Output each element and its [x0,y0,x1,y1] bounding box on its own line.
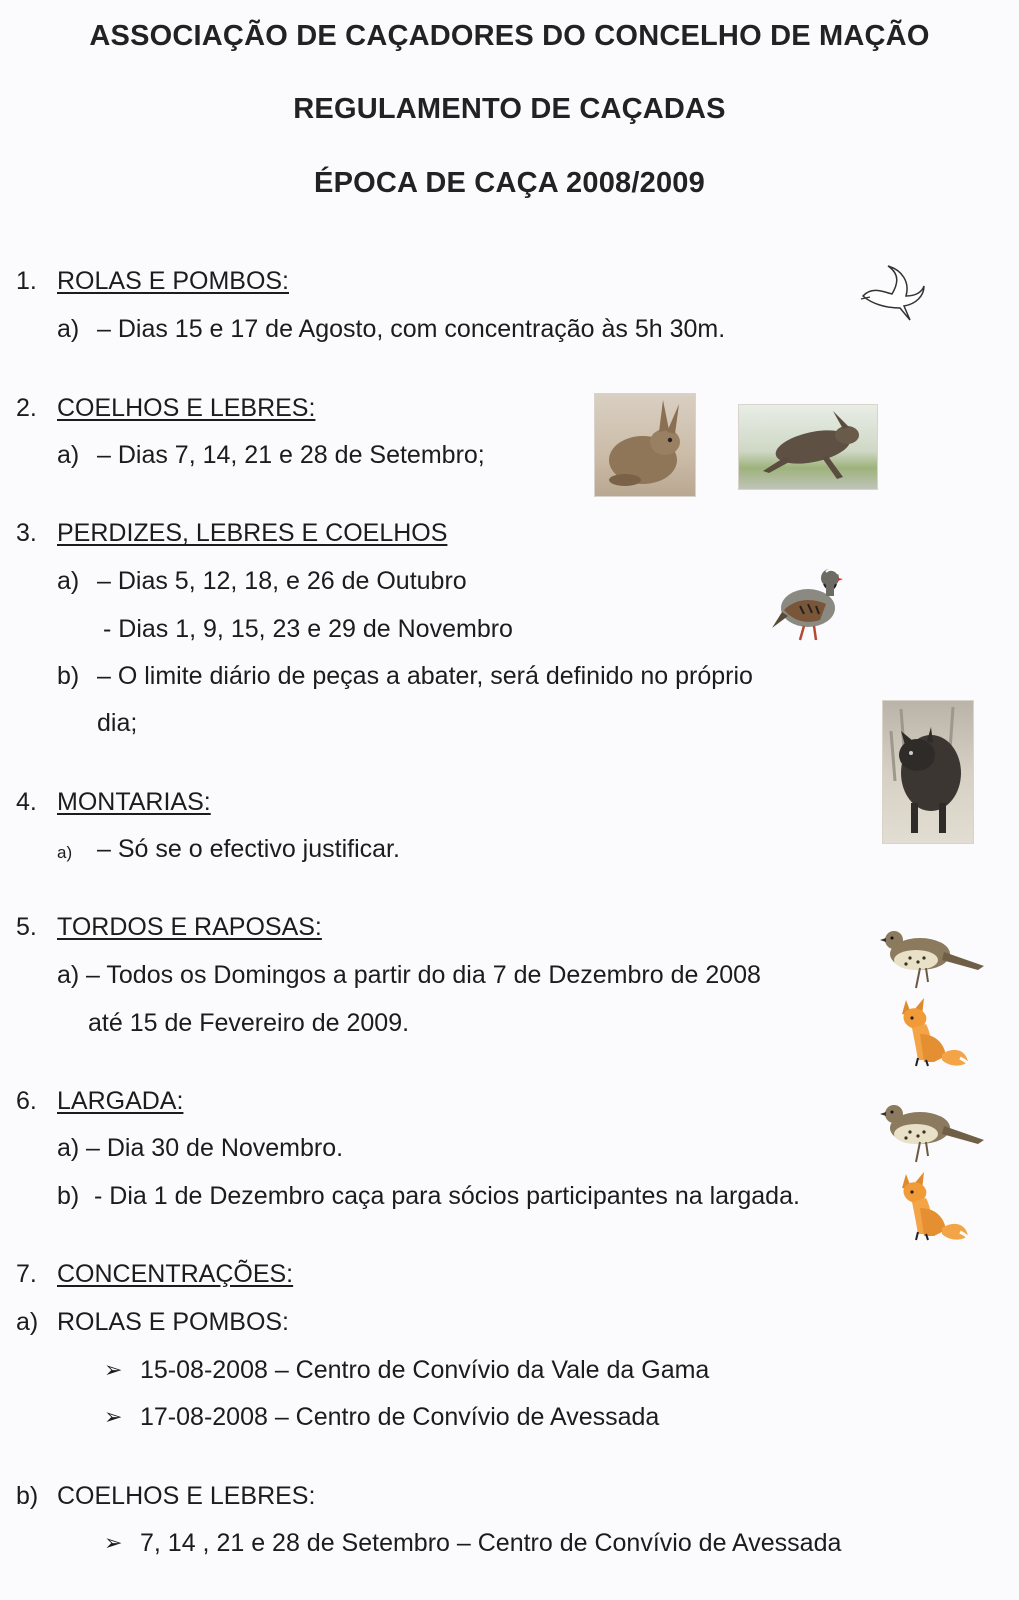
section-4-item-a-marker: a) [57,843,73,862]
section-3-item-a2-text: - Dias 1, 9, 15, 23 e 29 de Novembro [103,615,513,643]
wild-boar-photo [882,700,974,844]
hare-photo [738,404,878,490]
season-title: ÉPOCA DE CAÇA 2008/2009 [314,167,705,199]
section-3-number: 3. [16,519,37,547]
section-5-item-a2-text: até 15 de Fevereiro de 2009. [88,1009,410,1037]
section-2-heading: COELHOS E LEBRES: [57,394,316,422]
section-1-heading: ROLAS E POMBOS: [57,267,290,295]
section-3-item-b-marker: b) [57,662,80,690]
association-name: ASSOCIAÇÃO DE CAÇADORES DO CONCELHO DE MAÇÃO [89,20,930,52]
flying-bird-icon [858,262,928,324]
thrush-icon [880,918,986,990]
section-3-item-a-marker: a) [57,567,80,595]
bullet-arrow-icon: ➢ [104,1530,123,1555]
section-6-item-a-text: – Dia 30 de Novembro. [86,1134,344,1162]
section-3-item-a-text: – Dias 5, 12, 18, e 26 de Outubro [97,567,467,595]
section-7-heading: CONCENTRAÇÕES: [57,1260,294,1288]
section-6-item-b-text: - Dia 1 de Dezembro caça para sócios participantes na largada. [94,1182,800,1210]
section-2-item-a-marker: a) [57,441,80,469]
section-7-number: 7. [16,1260,37,1288]
section-5-item-a-marker: a) [57,961,80,989]
bullet-arrow-icon: ➢ [104,1357,123,1382]
section-7a-label: ROLAS E POMBOS: [57,1308,290,1336]
section-7a-marker: a) [16,1308,39,1336]
section-7a-bullet-2: 17-08-2008 – Centro de Convívio de Avessada [140,1403,660,1431]
section-3-item-b-text: – O limite diário de peças a abater, será definido no próprio [97,662,753,690]
partridge-icon [770,558,844,642]
bullet-arrow-icon: ➢ [104,1404,123,1429]
thrush-icon-2 [880,1092,986,1164]
section-7a-bullet-1: 15-08-2008 – Centro de Convívio da Vale da Gama [140,1356,710,1384]
section-3-item-b2-text: dia; [97,709,138,737]
section-7b-bullet-1: 7, 14 , 21 e 28 de Setembro – Centro de Convívio de Avessada [140,1529,842,1557]
section-6-number: 6. [16,1087,37,1115]
section-4-number: 4. [16,788,37,816]
section-4-item-a-text: – Só se o efectivo justificar. [97,835,400,863]
section-2-number: 2. [16,394,37,422]
section-5-heading: TORDOS E RAPOSAS: [57,913,322,941]
section-6-item-b-marker: b) [57,1182,80,1210]
section-6-item-a-marker: a) [57,1134,80,1162]
section-7b-marker: b) [16,1482,39,1510]
section-1-item-a-marker: a) [57,315,80,343]
fox-icon [898,994,970,1070]
section-3-heading: PERDIZES, LEBRES E COELHOS [57,519,448,547]
fox-icon-2 [898,1168,970,1244]
rabbit-photo [594,393,696,497]
section-1-item-a-text: – Dias 15 e 17 de Agosto, com concentração às 5h 30m. [97,315,726,343]
section-2-item-a-text: – Dias 7, 14, 21 e 28 de Setembro; [97,441,485,469]
section-4-heading: MONTARIAS: [57,788,211,816]
section-1-number: 1. [16,267,37,295]
section-5-item-a-text: – Todos os Domingos a partir do dia 7 de Dezembro de 2008 [86,961,761,989]
section-6-heading: LARGADA: [57,1087,184,1115]
section-5-number: 5. [16,913,37,941]
section-7b-label: COELHOS E LEBRES: [57,1482,316,1510]
document-title: REGULAMENTO DE CAÇADAS [293,93,726,125]
